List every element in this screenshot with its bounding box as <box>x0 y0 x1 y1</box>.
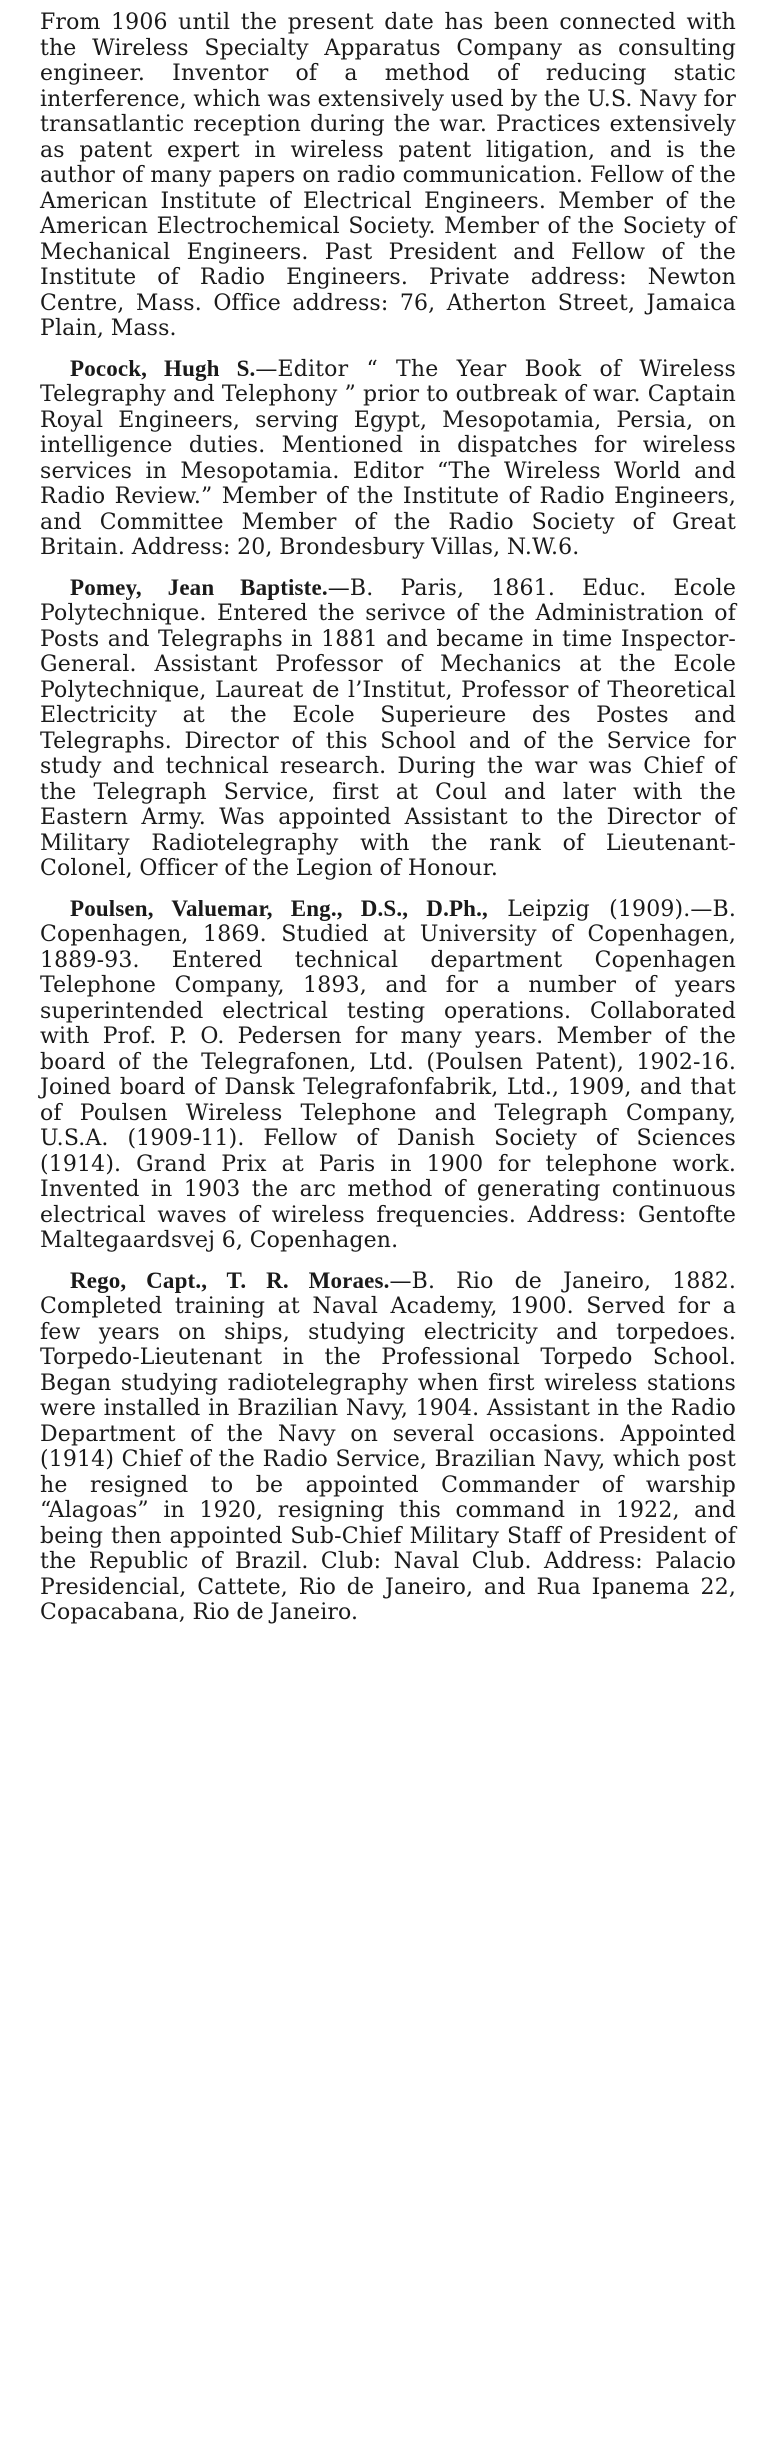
entry-text: —Editor “ The Year Book of Wireless Telegraphy and Telephony ” prior to outbreak of war. Captain Royal Engineers, serving Egypt, Mesopotamia, Persia, on intelligence duties. Mentioned in dispatches for wireless services in Mesopotamia. Editor “The Wireless World and Radio Review.” Member of the Institute of Radio Engineers, and Committee Member of the Radio Society of Great Britain. Address: 20, Brondesbury Villas, N.W.6. <box>40 356 736 560</box>
entry-name: Rego, Capt., T. R. Moraes. <box>70 1267 390 1293</box>
entry-rego <box>40 1268 736 1626</box>
entry-poulsen <box>40 896 736 1254</box>
intro-text: From 1906 until the present date has been connected with the Wireless Specialty Apparatus Company as consulting engineer. Inventor of a method of reducing static interference, which was extensively used by the U.S. Navy for transatlantic reception during the war. Practices extensively as patent expert in wireless patent litigation, and is the author of many papers on radio communication. Fellow of the American Institute of Electrical Engineers. Member of the American Electrochemical Society. Member of the Society of Mechanical Engineers. Past President and Fellow of the Institute of Radio Engineers. Private address: Newton Centre, Mass. Office address: 76, Atherton Street, Jamaica Plain, Mass. <box>40 10 736 341</box>
entry-text: Leipzig (1909).—B. Copenhagen, 1869. Studied at University of Copenhagen, 1889-93. Entered technical department Copenhagen Telephone Company, 1893, and for a number of years superintended electrical testing operations. Collaborated with Prof. P. O. Pedersen for many years. Member of the board of the Telegrafonen, Ltd. (Poulsen Patent), 1902-16. Joined board of Dansk Telegrafonfabrik, Ltd., 1909, and that of Poulsen Wireless Telephone and Telegraph Company, U.S.A. (1909-11). Fellow of Danish Society of Sciences (1914). Grand Prix at Paris in 1900 for telephone work. Invented in 1903 the arc method of generating continuous electrical waves of wireless frequencies. Address: Gentofte Maltegaardsvej 6, Copenhagen. <box>40 896 736 1253</box>
intro-paragraph <box>40 10 736 342</box>
entry-text: —B. Rio de Janeiro, 1882. Completed training at Naval Academy, 1900. Served for a few years on ships, studying electricity and torpedoes. Torpedo-Lieutenant in the Professional Torpedo School. Began studying radiotelegraphy when first wireless stations were installed in Brazilian Navy, 1904. Assistant in the Radio Department of the Navy on several occasions. Appointed (1914) Chief of the Radio Service, Brazilian Navy, which post he resigned to be appointed Commander of warship “Alagoas” in 1920, resigning this command in 1922, and being then appointed Sub-Chief Military Staff of President of the Republic of Brazil. Club: Naval Club. Address: Palacio Presidencial, Cattete, Rio de Janeiro, and Rua Ipanema 22, Copacabana, Rio de Janeiro. <box>40 1268 737 1625</box>
entry-name: Poulsen, Valuemar, Eng., D.S., D.Ph., <box>70 895 488 921</box>
entry-name: Pomey, Jean Baptiste. <box>70 574 328 600</box>
entry-pomey <box>40 575 736 882</box>
entry-name: Pocock, Hugh S. <box>70 355 256 381</box>
entry-text: —B. Paris, 1861. Educ. Ecole Polytechnique. Entered the serivce of the Administration of Posts and Telegraphs in 1881 and became in time Inspector-General. Assistant Professor of Mechanics at the Ecole Polytechnique, Laureat de l’Institut, Professor of Theoretical Electricity at the Ecole Superieure des Postes and Telegraphs. Director of this School and of the Service for study and technical research. During the war was Chief of the Telegraph Service, first at Coul and later with the Eastern Army. Was appointed Assistant to the Director of Military Radiotelegraphy with the rank of Lieutenant-Colonel, Officer of the Legion of Honour. <box>40 575 736 881</box>
entry-pocock <box>40 356 736 561</box>
